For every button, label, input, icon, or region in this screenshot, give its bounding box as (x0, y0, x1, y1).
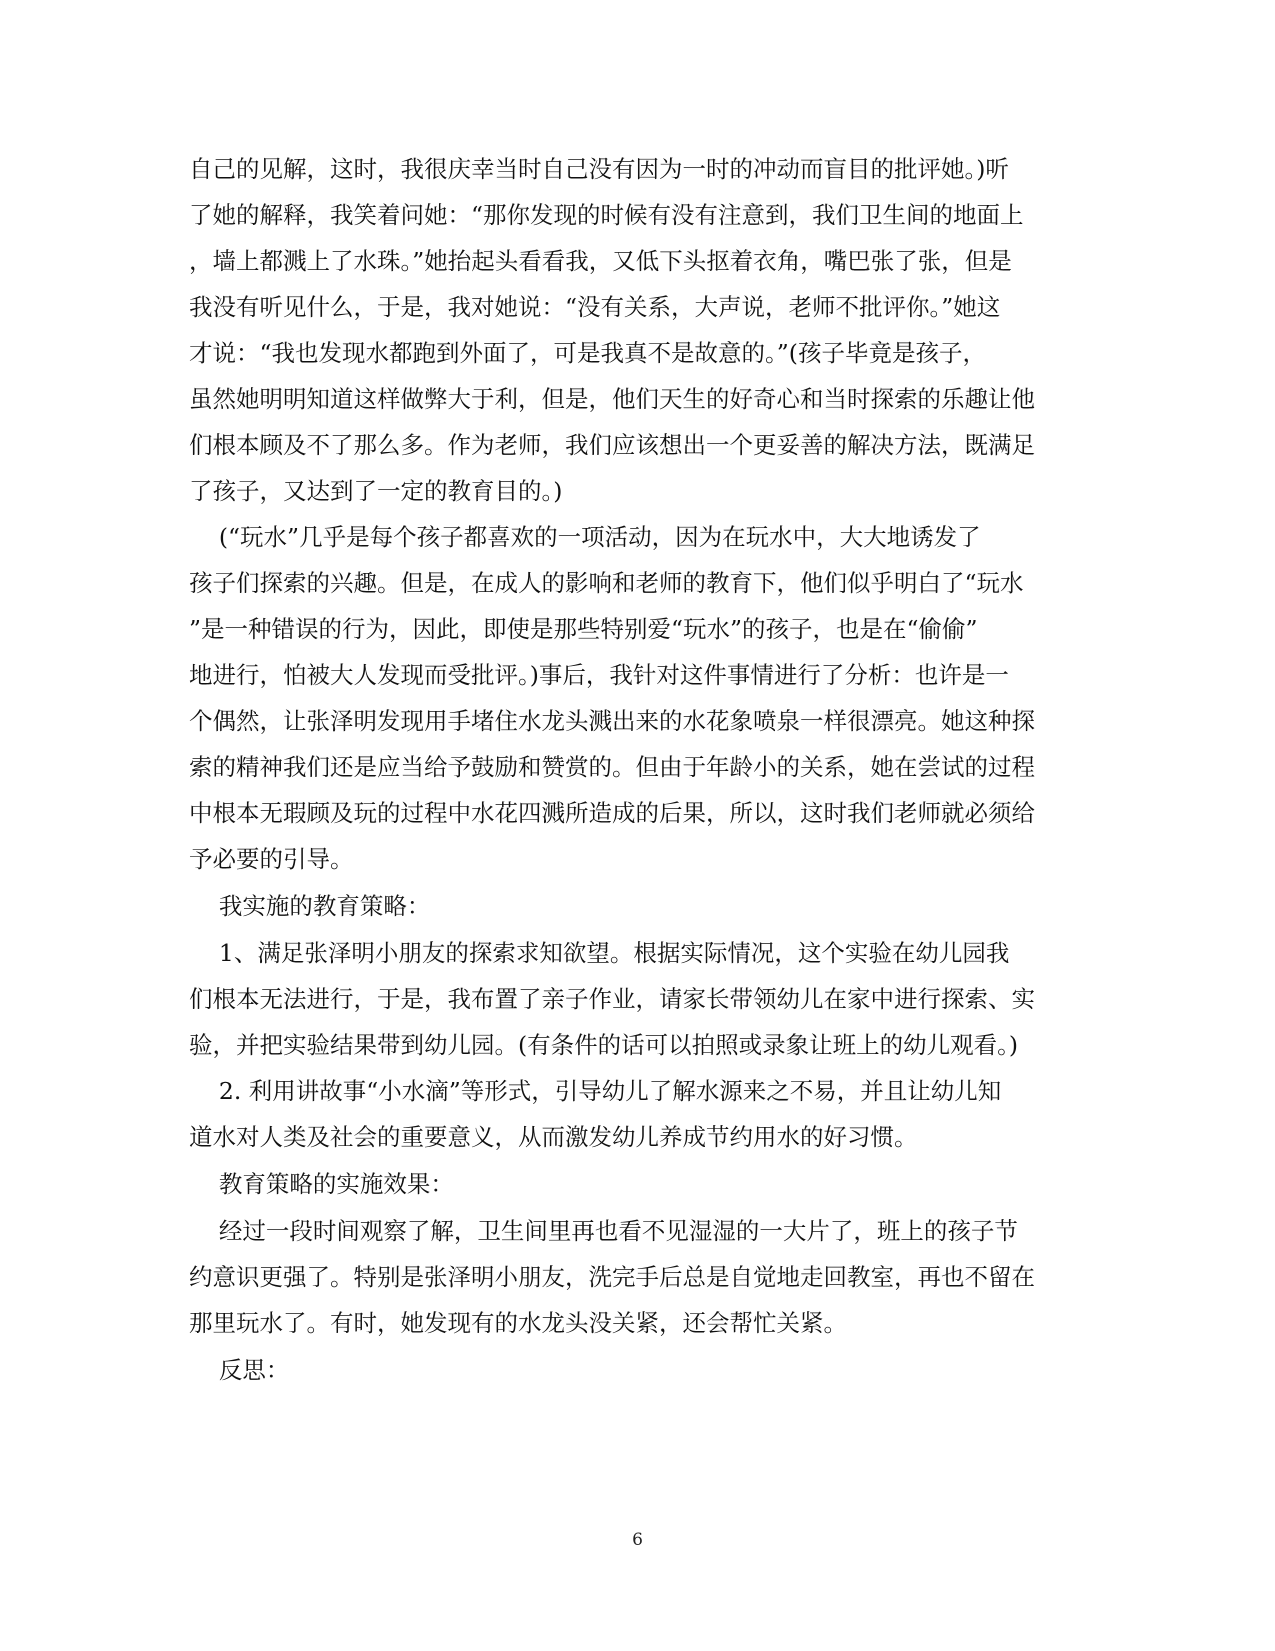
text-line: 孩子们探索的兴趣。但是，在成人的影响和老师的教育下，他们似乎明白了“玩水 (189, 569, 1024, 597)
section-heading: 反思： (189, 1356, 290, 1384)
text-line: 了她的解释，我笑着问她：“那你发现的时候有没有注意到，我们卫生间的地面上 (189, 201, 1024, 229)
text-line: 个偶然，让张泽明发现用手堵住水龙头溅出来的水花象喷泉一样很漂亮。她这种探 (189, 707, 1035, 735)
text-line: 验，并把实验结果带到幼儿园。(有条件的话可以拍照或录象让班上的幼儿观看。) (189, 1031, 1019, 1059)
text-line: 道水对人类及社会的重要意义，从而激发幼儿养成节约用水的好习惯。 (189, 1123, 918, 1151)
text-line: 们根本顾及不了那么多。作为老师，我们应该想出一个更妥善的解决方法，既满足 (189, 431, 1035, 459)
text-line: 予必要的引导。 (189, 845, 354, 873)
text-line: 们根本无法进行，于是，我布置了亲子作业，请家长带领幼儿在家中进行探索、实 (189, 985, 1035, 1013)
list-item: 1、满足张泽明小朋友的探索求知欲望。根据实际情况，这个实验在幼儿园我 (189, 939, 1010, 967)
text-line: 那里玩水了。有时，她发现有的水龙头没关紧，还会帮忙关紧。 (189, 1309, 847, 1337)
text-line: 约意识更强了。特别是张泽明小朋友，洗完手后总是自觉地走回教室，再也不留在 (189, 1263, 1035, 1291)
page-number: 6 (632, 1530, 643, 1550)
list-item: 2. 利用讲故事“小水滴”等形式，引导幼儿了解水源来之不易，并且让幼儿知 (189, 1077, 1002, 1105)
text-line: 中根本无瑕顾及玩的过程中水花四溅所造成的后果，所以，这时我们老师就必须给 (189, 799, 1035, 827)
text-line: ，墙上都溅上了水珠。”她抬起头看看我，又低下头抠着衣角，嘴巴张了张，但是 (189, 247, 1012, 275)
paragraph-start: (“玩水”几乎是每个孩子都喜欢的一项活动，因为在玩水中，大大地诱发了 (189, 523, 981, 551)
text-line: 索的精神我们还是应当给予鼓励和赞赏的。但由于年龄小的关系，她在尝试的过程 (189, 753, 1035, 781)
section-heading: 我实施的教育策略： (189, 892, 431, 920)
paragraph-start: 经过一段时间观察了解，卫生间里再也看不见湿湿的一大片了，班上的孩子节 (189, 1217, 1018, 1245)
text-line: ”是一种错误的行为，因此，即使是那些特别爱“玩水”的孩子，也是在“偷偷” (189, 615, 978, 643)
text-line: 虽然她明明知道这样做弊大于利，但是，他们天生的好奇心和当时探索的乐趣让他 (189, 385, 1035, 413)
text-line: 我没有听见什么，于是，我对她说：“没有关系，大声说，老师不批评你。”她这 (189, 293, 1001, 321)
text-line: 自己的见解，这时，我很庆幸当时自己没有因为一时的冲动而盲目的批评她。)听 (189, 155, 1009, 183)
section-heading: 教育策略的实施效果： (189, 1170, 454, 1198)
text-line: 了孩子，又达到了一定的教育目的。) (189, 477, 563, 505)
text-line: 才说：“我也发现水都跑到外面了，可是我真不是故意的。”(孩子毕竟是孩子， (189, 339, 986, 367)
text-line: 地进行，怕被大人发现而受批评。)事后，我针对这件事情进行了分析：也许是一 (189, 661, 1009, 689)
